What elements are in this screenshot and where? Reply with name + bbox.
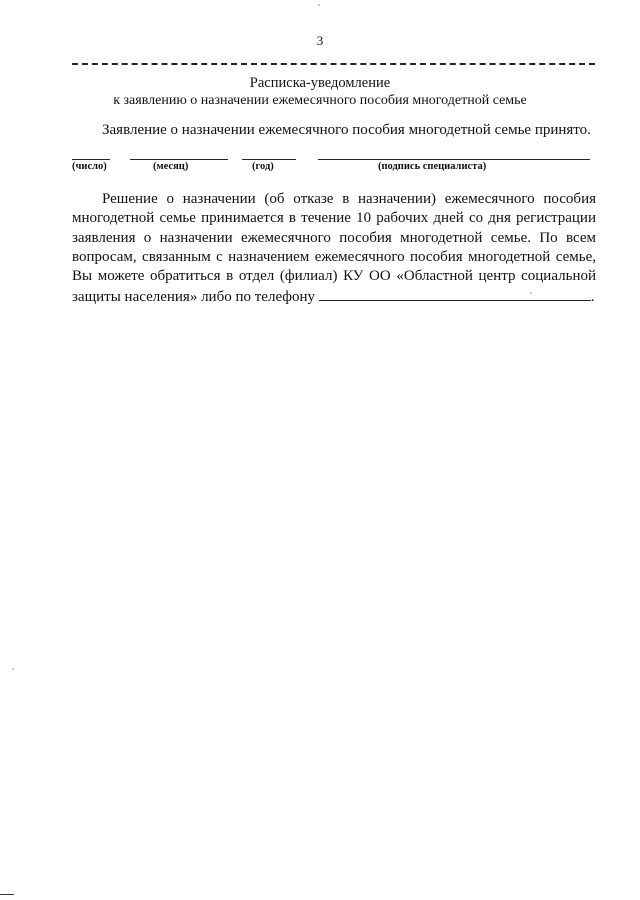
cut-line-divider	[72, 63, 595, 65]
day-blank	[72, 159, 110, 160]
signature-blank	[318, 159, 590, 160]
info-text: Решение о назначении (об отказе в назначении) ежемесячного пособия многодетной семье принимается в течение 10 рабочих дней со дня регистрации заявления о назначении ежемесячного пособия многодетной семье. По всем вопросам, связанным с назначением ежемесячного пособия многодетной семье, Вы можете обратиться в отдел (филиал) КУ ОО «Областной центр социальной защиты населения» либо по телефону	[72, 191, 596, 306]
month-caption: (месяц)	[153, 161, 189, 172]
receipt-title: Расписка-уведомление	[249, 75, 391, 91]
info-end: .	[590, 289, 595, 306]
scan-speck	[12, 668, 14, 670]
scan-speck	[318, 4, 320, 6]
accepted-statement: Заявление о назначении ежемесячного пособия многодетной семье принято.	[102, 122, 591, 138]
phone-blank	[319, 286, 591, 301]
year-blank	[242, 159, 296, 160]
scan-speck	[530, 292, 532, 294]
signature-caption: (подпись специалиста)	[378, 161, 487, 172]
year-caption: (год)	[252, 161, 274, 172]
margin-mark	[0, 894, 14, 895]
month-blank	[130, 159, 228, 160]
receipt-subtitle: к заявлению о назначении ежемесячного пособия многодетной семье	[113, 93, 527, 108]
day-caption: (число)	[72, 161, 107, 172]
page-number: 3	[316, 33, 324, 48]
info-paragraph	[72, 190, 596, 308]
